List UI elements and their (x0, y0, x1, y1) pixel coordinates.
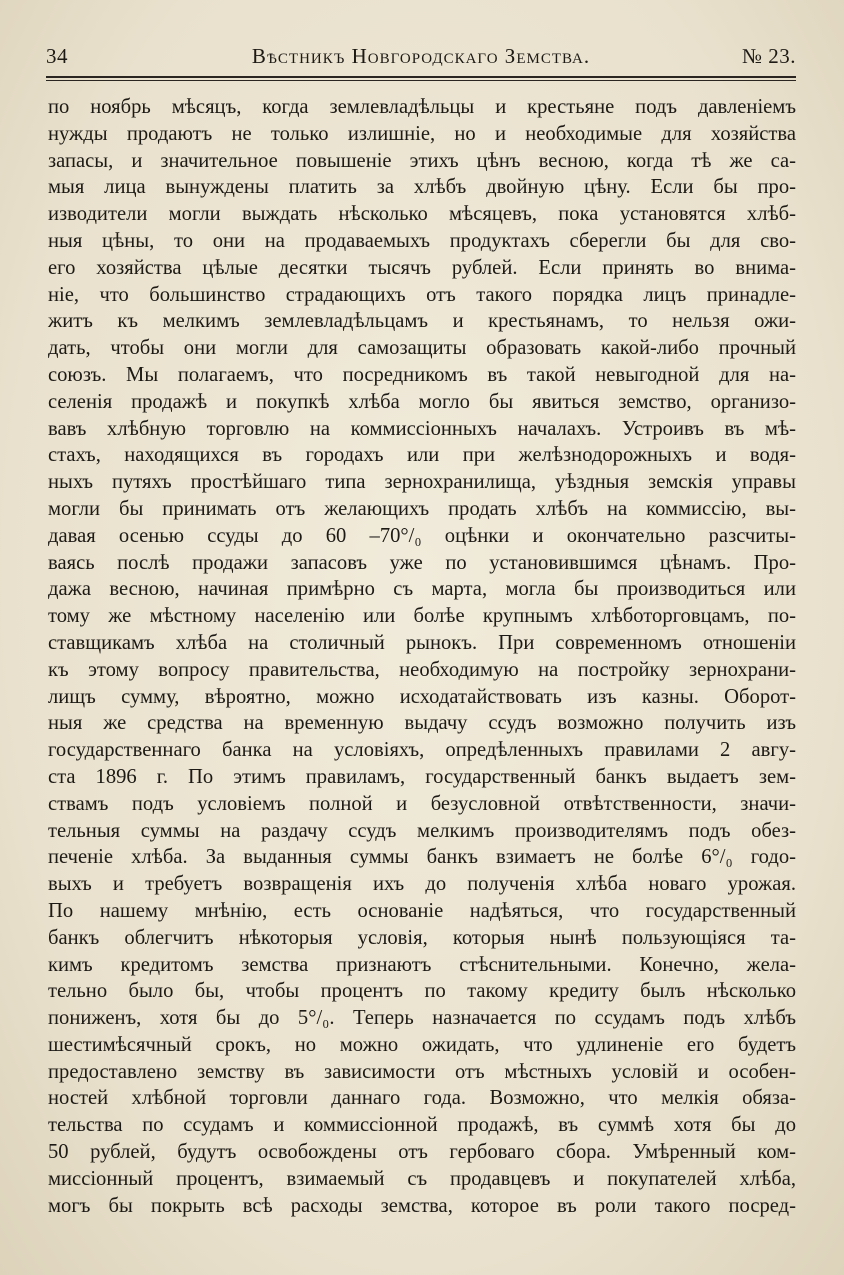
text-line: къ этому вопросу правительства, необходимую на постройку зернохрани- (48, 658, 796, 681)
text-line: пониженъ, хотя бы до 5°/₀. Теперь назначается по ссудамъ подъ хлѣбъ (48, 1007, 796, 1030)
text-line: по ноябрь мѣсяцъ, когда землевладѣльцы и крестьяне подъ давленіемъ (48, 96, 796, 118)
text-line: дать, чтобы они могли для самозащиты образовать какой-либо прочный (48, 337, 796, 360)
header-rule (46, 76, 796, 78)
text-line: лищъ сумму, вѣроятно, можно исходатайствовать изъ казны. Оборот- (48, 685, 796, 708)
text-line: давая осенью ссуды до 60 –70°/₀ оцѣнки и окончательно разсчиты- (48, 524, 796, 547)
text-line: 50 рублей, будутъ освобождены отъ гербоваго сбора. Умѣренный ком- (48, 1141, 796, 1164)
text-line: ствамъ подъ условіемъ полной и безусловной отвѣтственности, значи- (48, 792, 796, 815)
text-line: изводители могли выждать нѣсколько мѣсяцевъ, пока установятся хлѣб- (48, 203, 796, 226)
text-line: шестимѣсячный срокъ, но можно ожидать, что удлиненіе его будетъ (48, 1033, 796, 1056)
text-line: селенія продажѣ и покупкѣ хлѣба могло бы явиться земство, организо- (48, 390, 796, 413)
text-line: тельныя суммы на раздачу ссудъ мелкимъ производителямъ подъ обез- (48, 819, 796, 842)
page-number: 34 (46, 44, 68, 68)
header-rule-thin (46, 80, 796, 81)
text-line: вавъ хлѣбную торговлю на коммиссіонныхъ началахъ. Устроивъ въ мѣ- (48, 417, 796, 440)
text-line: ныхъ путяхъ простѣйшаго типа зернохранилища, уѣздныя земскія управы (48, 471, 796, 494)
text-line: ныя же средства на временную выдачу ссудъ возможно получить изъ (48, 712, 796, 735)
text-line: По нашему мнѣнію, есть основаніе надѣяться, что государственный (48, 899, 796, 922)
text-line: ныя цѣны, то они на продаваемыхъ продуктахъ сберегли бы для сво- (48, 229, 796, 252)
running-header (46, 44, 796, 76)
text-line: тельства по ссудамъ и коммиссіонной продажѣ, въ суммѣ хотя бы до (48, 1114, 796, 1137)
text-line: ностей хлѣбной торговли даннаго года. Возможно, что мелкія обяза- (48, 1087, 796, 1110)
text-line: банкъ облегчитъ нѣкоторыя условія, которыя нынѣ пользующіяся та- (48, 926, 796, 949)
text-line: его хозяйства цѣлые десятки тысячъ рублей. Если принять во внима- (48, 256, 796, 279)
text-line: государственнаго банка на условіяхъ, опредѣленныхъ правилами 2 авгу- (48, 739, 796, 762)
text-line: выхъ и требуетъ возвращенія ихъ до полученія хлѣба новаго урожая. (48, 873, 796, 896)
text-line: дажа весною, начиная примѣрно съ марта, могла бы производиться или (48, 578, 796, 601)
text-line: союзъ. Мы полагаемъ, что посредникомъ въ такой невыгодной для на- (48, 363, 796, 386)
text-line: ста 1896 г. По этимъ правиламъ, государственный банкъ выдаетъ зем- (48, 765, 796, 788)
text-line: печеніе хлѣба. За выданныя суммы банкъ взимаетъ не болѣе 6°/₀ годо- (48, 846, 796, 869)
text-line: миссіонный процентъ, взимаемый съ продавцевъ и покупателей хлѣба, (48, 1167, 796, 1190)
text-line: ставщикамъ хлѣба на столичный рынокъ. При современномъ отношеніи (48, 631, 796, 654)
issue-number: № 23. (741, 44, 796, 68)
text-line: тому же мѣстному населенію или болѣе крупнымъ хлѣботорговцамъ, по- (48, 605, 796, 628)
text-line: могли бы принимать отъ желающихъ продать хлѣбъ на коммиссію, вы- (48, 497, 796, 520)
text-line: ваясь послѣ продажи запасовъ уже по установившимся цѣнамъ. Про- (48, 551, 796, 574)
text-line: тельно было бы, чтобы процентъ по такому кредиту былъ нѣсколько (48, 980, 796, 1003)
text-line: стахъ, находящихся въ городахъ или при желѣзнодорожныхъ и водя- (48, 444, 796, 467)
text-line: предоставлено земству въ зависимости отъ мѣстныхъ условій и особен- (48, 1060, 796, 1083)
text-line: могъ бы покрыть всѣ расходы земства, которое въ роли такого посред- (48, 1194, 796, 1217)
text-line: кимъ кредитомъ земства признаютъ стѣснительными. Конечно, жела- (48, 953, 796, 976)
text-line: нужды продаютъ не только излишніе, но и необходимые для хозяйства (48, 122, 796, 145)
text-line: запасы, и значительное повышеніе этихъ цѣнъ весною, когда тѣ же са- (48, 149, 796, 172)
text-line: житъ къ мелкимъ землевладѣльцамъ и крестьянамъ, то нельзя ожи- (48, 310, 796, 333)
body-text (48, 94, 796, 1219)
journal-title: Вѣстникъ Новгородскаго Земства. (251, 44, 591, 68)
text-line: ніе, что большинство страдающихъ отъ такого порядка лицъ принадле- (48, 283, 796, 306)
text-line: мыя лица вынуждены платить за хлѣбъ двойную цѣну. Если бы про- (48, 176, 796, 199)
